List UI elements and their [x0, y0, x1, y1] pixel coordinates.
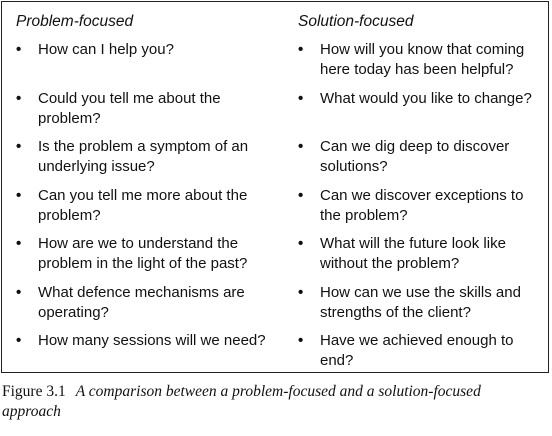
item-text: What defence mechanisms are operating? — [38, 283, 245, 321]
list-item — [16, 40, 284, 89]
list-item — [16, 331, 284, 380]
list-item — [298, 89, 546, 138]
bullet-icon: • — [298, 235, 304, 252]
bullet-icon: • — [16, 235, 22, 252]
figure-number: Figure 3.1 — [2, 383, 66, 400]
bullet-icon: • — [298, 332, 304, 349]
bullet-icon: • — [16, 89, 22, 107]
question-list — [298, 40, 546, 380]
item-text: How are we to understand the problem in the light of the past? — [38, 235, 248, 272]
bullet-icon: • — [16, 332, 22, 349]
item-text: What will the future look like without the problem? — [320, 235, 506, 272]
bullet-icon: • — [16, 283, 22, 301]
problem-focused-column — [16, 12, 284, 380]
figure-caption — [2, 382, 542, 422]
list-item — [16, 234, 284, 283]
list-item — [298, 234, 546, 283]
question-list — [16, 40, 284, 380]
item-text: What would you like to change? — [320, 89, 532, 107]
bullet-icon: • — [298, 89, 304, 107]
item-text: Is the problem a symptom of an underlying issue? — [38, 138, 249, 175]
item-text: Can you tell me more about the problem? — [38, 186, 248, 224]
list-item — [16, 137, 284, 186]
list-item — [298, 40, 546, 89]
item-text: Could you tell me about the problem? — [38, 89, 221, 127]
list-item — [298, 186, 546, 235]
list-item — [16, 89, 284, 138]
list-item — [16, 283, 284, 332]
item-text: How will you know that coming here today has been helpful? — [320, 41, 525, 78]
item-text: Have we achieved enough to end? — [320, 332, 514, 369]
bullet-icon: • — [298, 138, 304, 155]
bullet-icon: • — [298, 41, 304, 58]
bullet-icon: • — [16, 186, 22, 204]
item-text: How can I help you? — [38, 41, 174, 58]
comparison-figure — [1, 1, 549, 373]
caption-text: A comparison between a problem-focused and a solution-focused approach — [2, 383, 481, 420]
bullet-icon: • — [298, 283, 304, 301]
item-text: How many sessions will we need? — [38, 332, 266, 349]
solution-focused-column — [298, 12, 546, 380]
item-text: Can we discover exceptions to the problem? — [320, 186, 524, 224]
bullet-icon: • — [298, 186, 304, 204]
column-heading: Problem-focused — [16, 13, 134, 30]
item-text: How can we use the skills and strengths of the client? — [320, 283, 521, 321]
list-item — [298, 331, 546, 380]
list-item — [298, 283, 546, 332]
bullet-icon: • — [16, 138, 22, 155]
list-item — [16, 186, 284, 235]
list-item — [298, 137, 546, 186]
column-heading: Solution-focused — [298, 13, 414, 30]
item-text: Can we dig deep to discover solutions? — [320, 138, 510, 175]
bullet-icon: • — [16, 41, 22, 58]
